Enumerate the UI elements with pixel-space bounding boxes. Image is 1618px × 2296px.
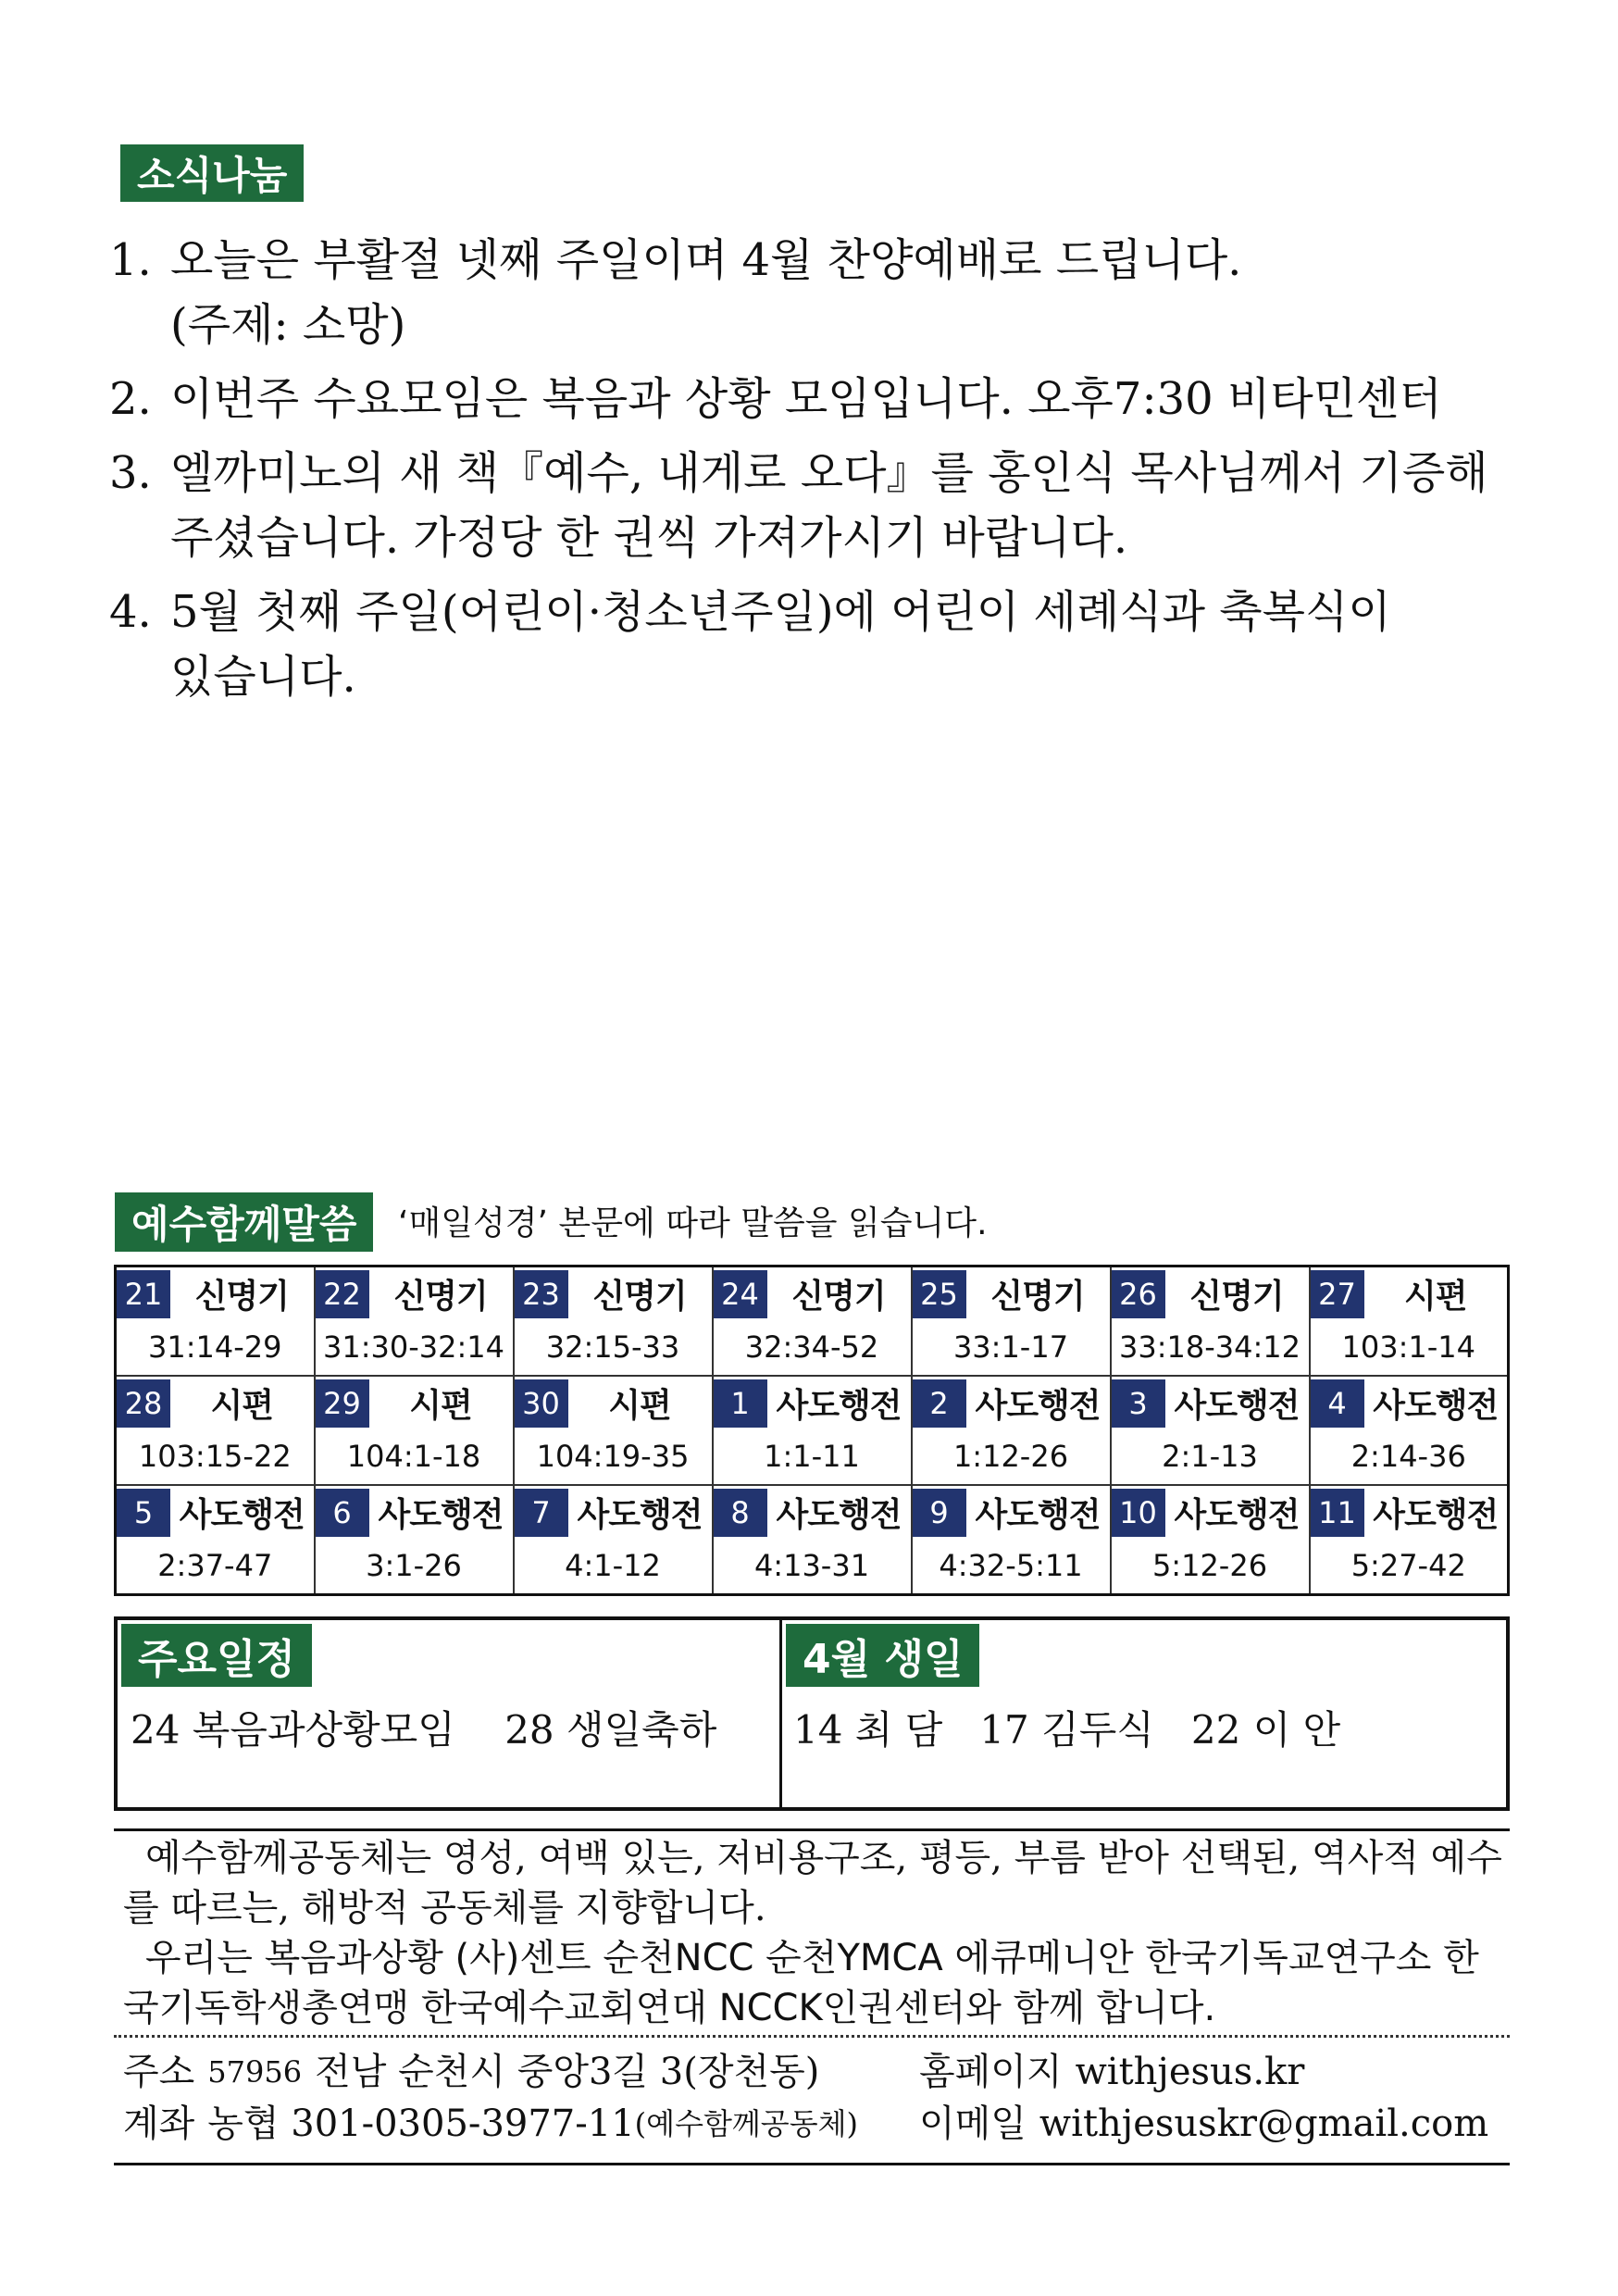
- reading-cell: [713, 1267, 912, 1320]
- news-item-text: 엘까미노의 새 책『예수, 내게로 오다』를 홍인식 목사님께서 기증해: [170, 447, 1488, 499]
- reading-reference: 1:12-26: [952, 1439, 1069, 1474]
- news-item-text-cont: (주제: 소망): [170, 299, 406, 351]
- reading-book: 시편: [1403, 1277, 1467, 1316]
- reading-head-row: [116, 1376, 1509, 1429]
- reading-cell: [1111, 1267, 1310, 1320]
- reading-day-badge: 7: [515, 1489, 568, 1537]
- news-item: [109, 441, 1516, 570]
- reading-ref-row: [116, 1538, 1509, 1595]
- reading-reference: 103:1-14: [1341, 1329, 1475, 1365]
- contact-footer: [123, 2046, 1502, 2150]
- reading-day-badge: 8: [714, 1489, 767, 1537]
- reading-day-badge: 30: [515, 1379, 568, 1428]
- reading-reference: 32:15-33: [545, 1329, 680, 1365]
- email-label: 이메일: [919, 2103, 1027, 2145]
- divider-line: [114, 2163, 1510, 2165]
- reading-ref-row: [116, 1429, 1509, 1485]
- reading-day-badge: 11: [1311, 1489, 1364, 1537]
- news-item-number: 1.: [109, 234, 152, 286]
- reading-day-badge: 29: [316, 1379, 369, 1428]
- news-item-text-cont: 주셨습니다. 가정당 한 권씩 가져가시기 바랍니다.: [170, 512, 1128, 564]
- birthday-title: 4월 생일: [786, 1624, 979, 1687]
- news-list: [109, 228, 1516, 718]
- reading-cell: [514, 1267, 713, 1320]
- account-holder: (예수함께공동체): [634, 2106, 859, 2141]
- reading-cell: [116, 1538, 315, 1595]
- reading-day-badge: 26: [1112, 1270, 1165, 1318]
- reading-cell: [1310, 1319, 1509, 1376]
- reading-cell: [1111, 1376, 1310, 1429]
- address-label: 주소: [123, 2051, 195, 2093]
- reading-head-row: [116, 1485, 1509, 1538]
- divider-line: [114, 1828, 1510, 1831]
- account-label: 계좌: [123, 2103, 195, 2145]
- reading-cell: [116, 1485, 315, 1538]
- mission-statement: [123, 1833, 1502, 2033]
- reading-book: 사도행전: [776, 1495, 902, 1534]
- mission-paragraph: 예수함께공동체는 영성, 여백 있는, 저비용구조, 평등, 부름 받아 선택된, 역사적 예수를 따르는, 해방적 공동체를 지향합니다.: [123, 1837, 1502, 1929]
- reading-reference: 31:14-29: [148, 1329, 282, 1365]
- news-item-text: 5월 첫째 주일(어린이·청소년주일)에 어린이 세례식과 축복식이: [170, 586, 1391, 638]
- reading-cell: [315, 1376, 514, 1429]
- reading-head-row: [116, 1267, 1509, 1320]
- reading-cell: [713, 1485, 912, 1538]
- reading-day-badge: 27: [1311, 1270, 1364, 1318]
- reading-cell: [514, 1538, 713, 1595]
- reading-reference: 4:1-12: [565, 1548, 661, 1583]
- reading-book: 사도행전: [1373, 1495, 1499, 1534]
- reading-book: 시편: [608, 1386, 671, 1425]
- news-item-text: 오늘은 부활절 넷째 주일이며 4월 찬양예배로 드립니다.: [170, 234, 1242, 286]
- reading-book: 신명기: [1189, 1277, 1284, 1316]
- reading-reference: 5:12-26: [1151, 1548, 1268, 1583]
- reading-book: 신명기: [393, 1277, 488, 1316]
- reading-reference: 31:30-32:14: [323, 1329, 504, 1365]
- address-text: 전남 순천시 중앙3길 3(장천동): [315, 2051, 820, 2093]
- reading-cell: [912, 1267, 1111, 1320]
- reading-day-badge: 28: [117, 1379, 170, 1428]
- reading-book: 사도행전: [776, 1386, 902, 1425]
- reading-day-badge: 10: [1112, 1489, 1165, 1537]
- reading-cell: [116, 1267, 315, 1320]
- reading-reference: 33:1-17: [952, 1329, 1069, 1365]
- news-item: [109, 580, 1516, 709]
- reading-cell: [912, 1429, 1111, 1485]
- reading-cell: [315, 1319, 514, 1376]
- reading-day-badge: 25: [913, 1270, 966, 1318]
- reading-cell: [912, 1538, 1111, 1595]
- homepage-link[interactable]: withjesus.kr: [1075, 2051, 1305, 2093]
- reading-cell: [514, 1429, 713, 1485]
- reading-book: 신명기: [990, 1277, 1085, 1316]
- reading-schedule-table: [114, 1265, 1510, 1596]
- reading-reference: 4:13-31: [753, 1548, 870, 1583]
- homepage-label: 홈페이지: [919, 2051, 1063, 2093]
- reading-cell: [713, 1538, 912, 1595]
- reading-day-badge: 24: [714, 1270, 767, 1318]
- reading-day-badge: 9: [913, 1489, 966, 1537]
- reading-day-badge: 22: [316, 1270, 369, 1318]
- reading-cell: [1111, 1485, 1310, 1538]
- reading-book: 사도행전: [1373, 1386, 1499, 1425]
- schedule-title: 주요일정: [121, 1624, 312, 1687]
- schedule-text: 24 복음과상황모임 28 생일축하: [131, 1707, 717, 1753]
- reading-reference: 104:19-35: [536, 1439, 690, 1474]
- reading-cell: [315, 1485, 514, 1538]
- reading-book: 사도행전: [378, 1495, 504, 1534]
- news-item-number: 3.: [109, 447, 152, 499]
- reading-book: 시편: [409, 1386, 472, 1425]
- news-section-title: 소식나눔: [120, 144, 304, 202]
- reading-cell: [1310, 1485, 1509, 1538]
- reading-cell: [116, 1376, 315, 1429]
- reading-book: 사도행전: [1174, 1495, 1300, 1534]
- news-item-number: 4.: [109, 586, 152, 638]
- birthday-text: 14 최 담 17 김두식 22 이 안: [793, 1707, 1341, 1753]
- email-link[interactable]: withjesuskr@gmail.com: [1039, 2103, 1489, 2145]
- reading-reference: 1:1-11: [764, 1439, 860, 1474]
- reading-cell: [912, 1376, 1111, 1429]
- account-number: 농협 301-0305-3977-11: [207, 2103, 635, 2145]
- reading-cell: [116, 1319, 315, 1376]
- reading-cell: [514, 1319, 713, 1376]
- reading-book: 사도행전: [577, 1495, 703, 1534]
- reading-reference: 32:34-52: [744, 1329, 879, 1365]
- reading-reference: 5:27-42: [1350, 1548, 1466, 1583]
- reading-reference: 2:37-47: [157, 1548, 273, 1583]
- reading-cell: [1310, 1538, 1509, 1595]
- reading-book: 사도행전: [1174, 1386, 1300, 1425]
- reading-reference: 2:14-36: [1350, 1439, 1466, 1474]
- schedule-box: [114, 1616, 1510, 1811]
- reading-cell: [1111, 1319, 1310, 1376]
- reading-reference: 4:32-5:11: [939, 1548, 1083, 1583]
- reading-day-badge: 23: [515, 1270, 568, 1318]
- reading-cell: [1310, 1429, 1509, 1485]
- reading-cell: [1310, 1376, 1509, 1429]
- reading-cell: [912, 1485, 1111, 1538]
- reading-book: 신명기: [194, 1277, 289, 1316]
- reading-book: 신명기: [592, 1277, 687, 1316]
- reading-book: 신명기: [791, 1277, 886, 1316]
- reading-cell: [912, 1319, 1111, 1376]
- reading-book: 사도행전: [975, 1386, 1101, 1425]
- reading-cell: [116, 1429, 315, 1485]
- reading-ref-row: [116, 1319, 1509, 1376]
- reading-day-badge: 3: [1112, 1379, 1165, 1428]
- reading-book: 사도행전: [975, 1495, 1101, 1534]
- reading-cell: [713, 1319, 912, 1376]
- reading-reference: 2:1-13: [1162, 1439, 1258, 1474]
- verse-description: ‘매일성경’ 본문에 따라 말씀을 읽습니다.: [398, 1204, 988, 1242]
- news-item: [109, 228, 1516, 357]
- reading-reference: 33:18-34:12: [1119, 1329, 1301, 1365]
- reading-day-badge: 5: [117, 1489, 170, 1537]
- reading-reference: 103:15-22: [138, 1439, 292, 1474]
- schedule-divider: [779, 1620, 782, 1807]
- reading-reference: 3:1-26: [366, 1548, 462, 1583]
- news-item-text-cont: 있습니다.: [170, 651, 356, 703]
- reading-cell: [713, 1429, 912, 1485]
- reading-book: 시편: [210, 1386, 274, 1425]
- reading-book: 사도행전: [179, 1495, 305, 1534]
- news-item-number: 2.: [109, 373, 152, 425]
- reading-cell: [514, 1376, 713, 1429]
- partners-paragraph: 우리는 복음과상황 (사)센트 순천NCC 순천YMCA 에큐메니안 한국기독교연구소 한국기독학생총연맹 한국예수교회연대 NCCK인권센터와 함께 합니다.: [123, 1937, 1479, 2029]
- address-zip: 57956: [207, 2054, 303, 2090]
- reading-cell: [713, 1376, 912, 1429]
- reading-cell: [1111, 1538, 1310, 1595]
- reading-cell: [315, 1267, 514, 1320]
- dotted-divider: [114, 2035, 1510, 2038]
- reading-day-badge: 6: [316, 1489, 369, 1537]
- reading-cell: [315, 1429, 514, 1485]
- verse-section-title: 예수함께말씀: [115, 1192, 373, 1252]
- reading-day-badge: 4: [1311, 1379, 1364, 1428]
- reading-day-badge: 1: [714, 1379, 767, 1428]
- reading-cell: [315, 1538, 514, 1595]
- reading-day-badge: 2: [913, 1379, 966, 1428]
- reading-cell: [1111, 1429, 1310, 1485]
- news-item: [109, 367, 1516, 431]
- reading-cell: [514, 1485, 713, 1538]
- reading-reference: 104:1-18: [346, 1439, 481, 1474]
- news-item-text: 이번주 수요모임은 복음과 상황 모임입니다. 오후7:30 비타민센터: [170, 373, 1442, 425]
- reading-cell: [1310, 1267, 1509, 1320]
- reading-day-badge: 21: [117, 1270, 170, 1318]
